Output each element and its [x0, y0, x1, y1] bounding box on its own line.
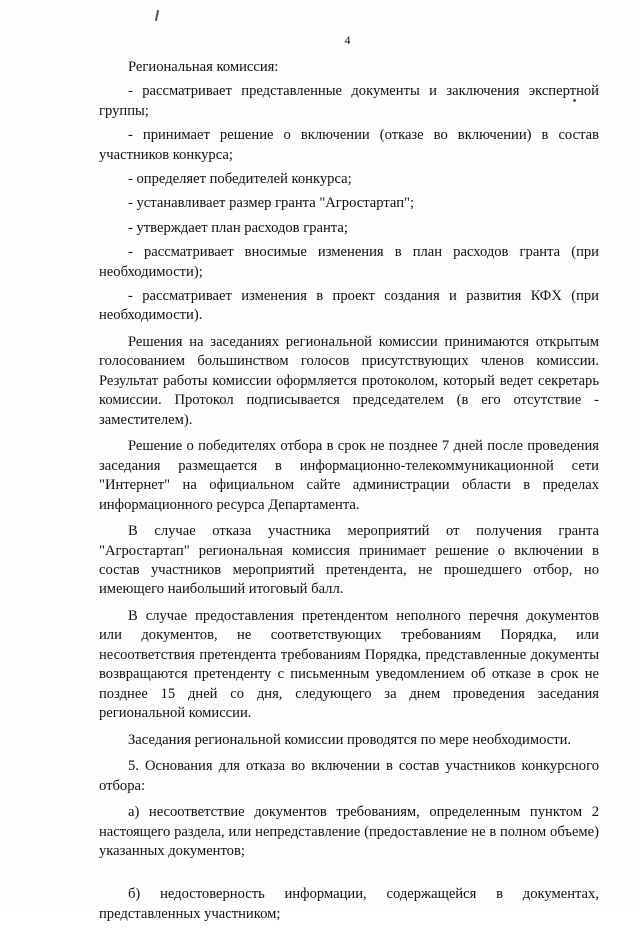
paragraph-refusal-replacement: В случае отказа участника мероприятий от получения гранта "Агростартап" региональная комиссия принимает решение о включении в состав участников мероприятий претендента, не прошедшего отбор, но имеющего наибольший итоговый балл. [99, 523, 599, 598]
duty-item: - утверждает план расходов гранта; [128, 219, 348, 236]
refusal-ground-b: б) недостоверность информации, содержащейся в документах, представленных участником; [99, 886, 599, 922]
paragraph-publication: Решение о победителях отбора в срок не позднее 7 дней после проведения заседания размещается в информационно-телекоммуникационной сети "Интернет" на официальном сайте администрации области в пределах информационного ресурса Департамента. [99, 438, 599, 513]
paragraph-incomplete-documents: В случае предоставления претендентом неполного перечня документов или документов, не соответствующих требованиям Порядка, или несоответствия претендента требованиям Порядка, представленные документы возвращаются претенденту с письменным уведомлением об отказе в срок не позднее 15 дней со дня, следующего за днем проведения заседания региональной комиссии. [99, 607, 599, 721]
duty-item: - рассматривает изменения в проект создания и развития КФХ (при необходимости). [99, 288, 599, 324]
refusal-ground-a: а) несоответствие документов требованиям, определенным пунктом 2 настоящего раздела, или непредставление (предоставление не в полном объеме) указанных документов; [99, 804, 599, 859]
duty-item: - определяет победителей конкурса; [128, 171, 352, 188]
paragraph-decisions: Решения на заседаниях региональной комиссии принимаются открытым голосованием большинством голосов присутствующих членов комиссии. Результат работы комиссии оформляется протоколом, который ведет секретарь комиссии. Протокол подписывается председателем (в его отсутствие - заместителем). [99, 334, 599, 428]
paragraph-meetings: Заседания региональной комиссии проводятся по мере необходимости. [128, 731, 572, 748]
duty-item: - принимает решение о включении (отказе во включении) в состав участников конкурса; [99, 127, 599, 163]
page-number: 4 [344, 33, 351, 47]
scan-artifact-mark [155, 10, 159, 21]
duty-item: - устанавливает размер гранта "Агростартап"; [128, 195, 415, 212]
commission-heading: Региональная комиссия: [128, 59, 279, 75]
duty-item: - рассматривает вносимые изменения в план расходов гранта (при необходимости); [99, 244, 599, 280]
section-5-heading: 5. Основания для отказа во включении в состав участников конкурсного отбора: [99, 758, 599, 794]
document-body [99, 58, 599, 931]
duty-item: - рассматривает представленные документы и заключения экспертной группы; [99, 83, 599, 119]
